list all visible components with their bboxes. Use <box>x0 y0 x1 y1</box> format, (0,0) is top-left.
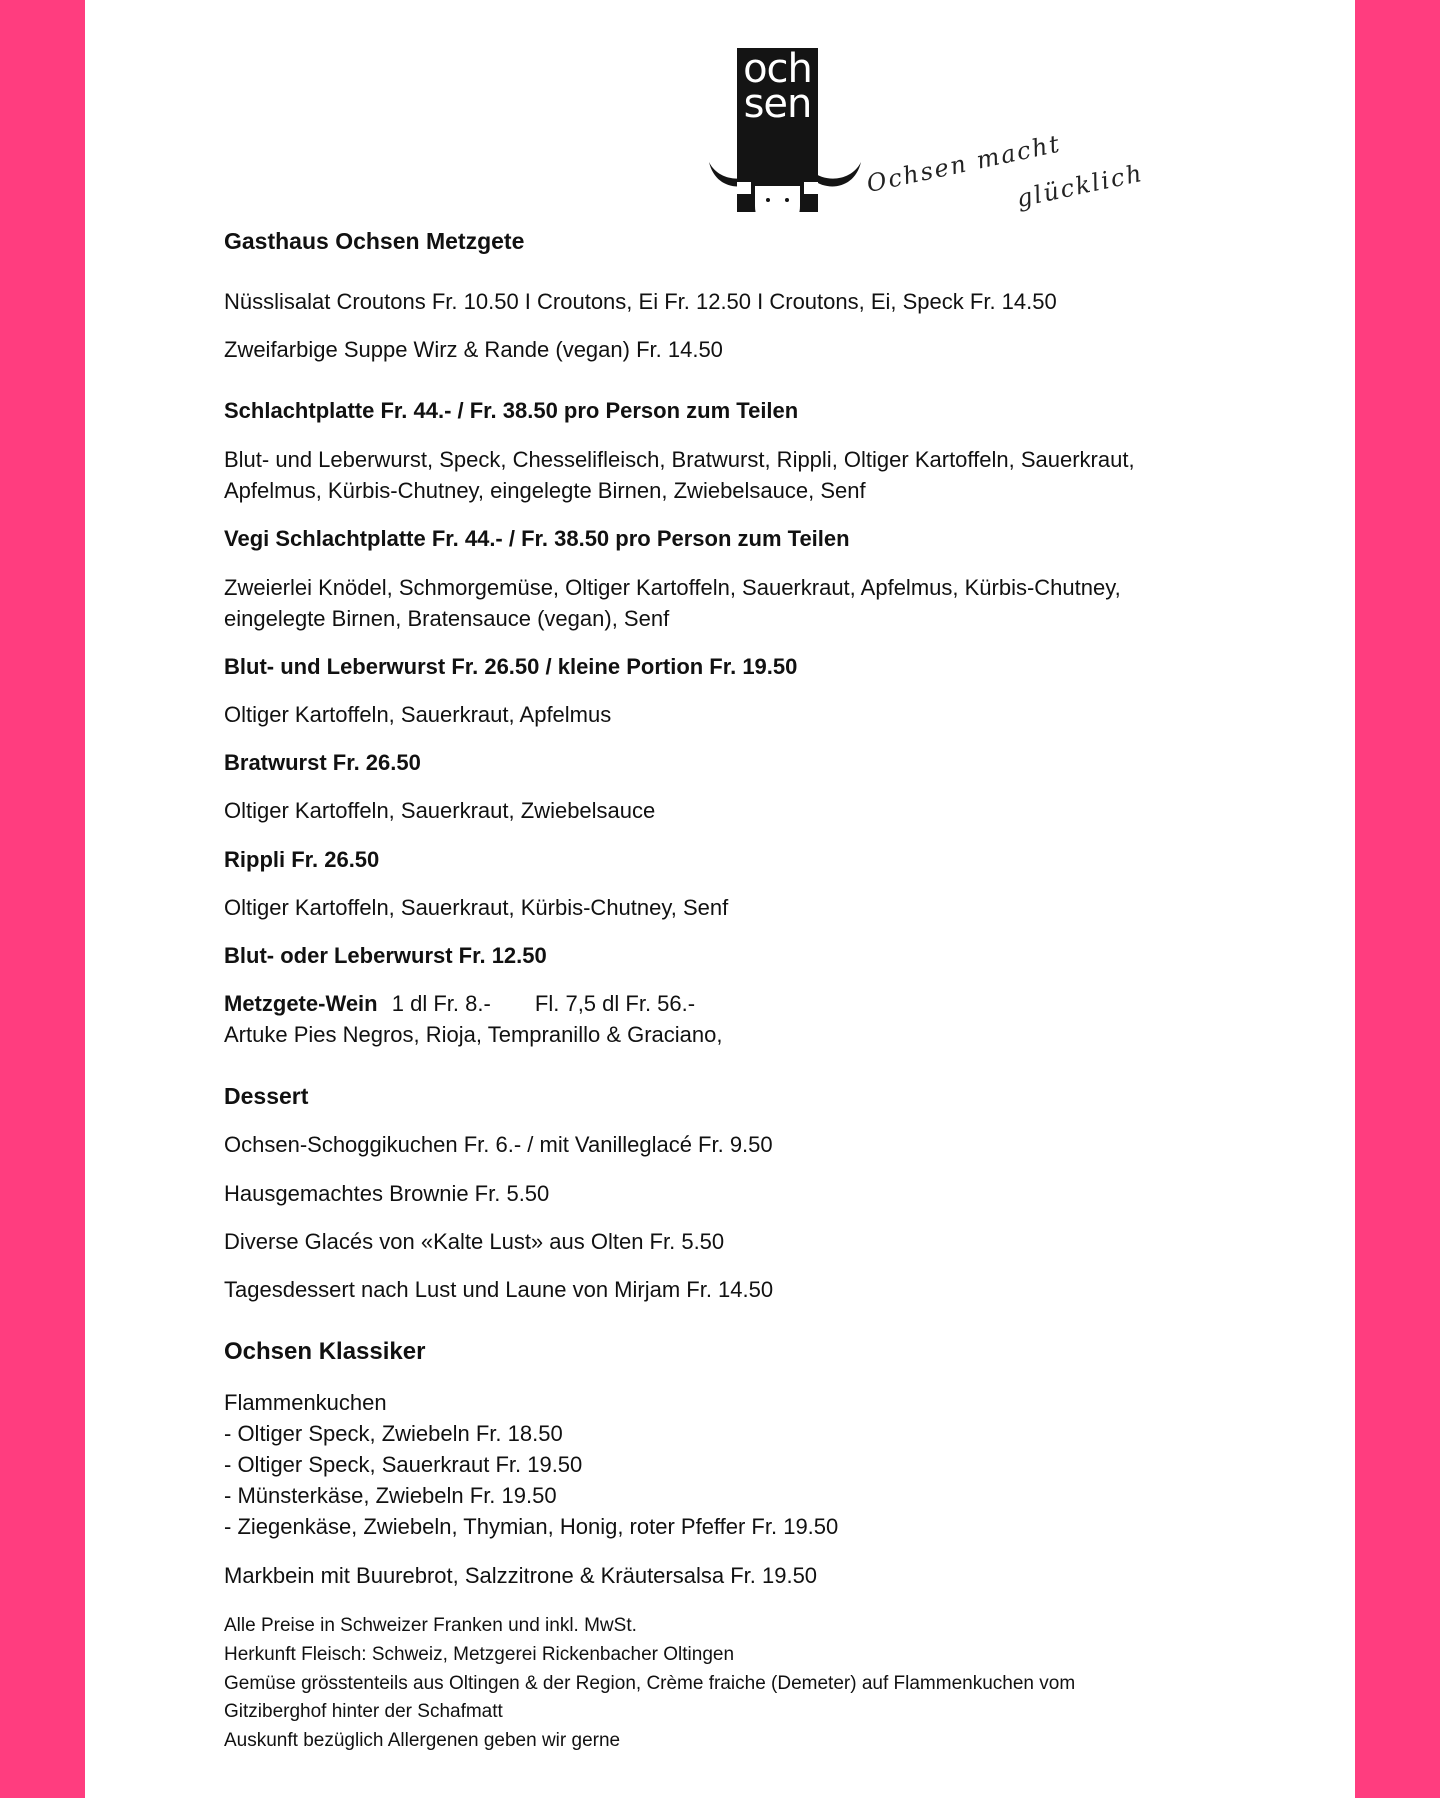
flammkuchen-title: Flammenkuchen <box>224 1390 387 1415</box>
dish-vegi-desc-1: Zweierlei Knödel, Schmorgemüse, Oltiger Kartoffeln, Sauerkraut, Apfelmus, Kürbis-Chutney, <box>224 575 1121 600</box>
flammkuchen-item: - Oltiger Speck, Zwiebeln Fr. 18.50 <box>224 1421 563 1446</box>
flammkuchen-item: - Münsterkäse, Zwiebeln Fr. 19.50 <box>224 1483 557 1508</box>
starter-soup: Zweifarbige Suppe Wirz & Rande (vegan) Fr. 14.50 <box>224 337 723 362</box>
flammkuchen-item: - Ziegenkäse, Zwiebeln, Thymian, Honig, roter Pfeffer Fr. 19.50 <box>224 1514 839 1539</box>
dish-wurst-desc: Oltiger Kartoffeln, Sauerkraut, Apfelmus <box>224 702 612 727</box>
logo-text <box>737 46 818 127</box>
footer-note: Auskunft bezüglich Allergenen geben wir gerne <box>224 1730 621 1751</box>
logo-line-sen: sen <box>743 81 812 127</box>
dessert-item: Hausgemachtes Brownie Fr. 5.50 <box>224 1181 550 1206</box>
footer-note: Gemüse grösstenteils aus Oltingen & der Region, Crème fraiche (Demeter) auf Flammenkuchen vom <box>224 1673 1076 1694</box>
tagline-part-2: glücklich <box>1014 158 1146 213</box>
markbein-item: Markbein mit Buurebrot, Salzzitrone & Kräutersalsa Fr. 19.50 <box>224 1563 818 1588</box>
ox-head-icon <box>705 120 865 230</box>
tagline-part-1: Ochsen macht <box>864 129 1064 198</box>
dish-schlachtplatte-desc-1: Blut- und Leberwurst, Speck, Chesselifleisch, Bratwurst, Rippli, Oltiger Kartoffeln, Sauerkraut, <box>224 447 1135 472</box>
dish-rippli-title: Rippli Fr. 26.50 <box>224 847 380 872</box>
dish-wurst-title: Blut- und Leberwurst Fr. 26.50 / kleine Portion Fr. 19.50 <box>224 654 798 679</box>
wine-bottle-price: Fl. 7,5 dl Fr. 56.- <box>534 991 696 1016</box>
wine-label: Metzgete-Wein <box>224 991 378 1016</box>
footer-note: Gitziberghof hinter der Schafmatt <box>224 1701 503 1722</box>
logo-line-och: och <box>743 46 812 92</box>
page-title: Gasthaus Ochsen Metzgete <box>224 228 525 254</box>
dish-schlachtplatte-desc-2: Apfelmus, Kürbis-Chutney, eingelegte Birnen, Zwiebelsauce, Senf <box>224 478 866 503</box>
dessert-heading: Dessert <box>224 1083 309 1109</box>
dessert-item: Diverse Glacés von «Kalte Lust» aus Olten Fr. 5.50 <box>224 1229 725 1254</box>
dish-rippli-desc: Oltiger Kartoffeln, Sauerkraut, Kürbis-Chutney, Senf <box>224 895 729 920</box>
wine-glass-price: 1 dl Fr. 8.- <box>391 991 491 1016</box>
dish-bratwurst-title: Bratwurst Fr. 26.50 <box>224 750 421 775</box>
wine-line <box>224 988 695 1019</box>
wine-desc: Artuke Pies Negros, Rioja, Tempranillo & Graciano, <box>224 1022 723 1047</box>
starter-salad: Nüsslisalat Croutons Fr. 10.50 I Croutons, Ei Fr. 12.50 I Croutons, Ei, Speck Fr. 14.50 <box>224 289 1057 314</box>
dish-schlachtplatte-title: Schlachtplatte Fr. 44.- / Fr. 38.50 pro Person zum Teilen <box>224 398 799 423</box>
dessert-item: Tagesdessert nach Lust und Laune von Mirjam Fr. 14.50 <box>224 1277 774 1302</box>
dish-vegi-desc-2: eingelegte Birnen, Bratensauce (vegan), Senf <box>224 606 670 631</box>
dish-blut-oder-leberwurst-title: Blut- oder Leberwurst Fr. 12.50 <box>224 943 547 968</box>
footer-note: Herkunft Fleisch: Schweiz, Metzgerei Rickenbacher Oltingen <box>224 1644 735 1665</box>
dish-bratwurst-desc: Oltiger Kartoffeln, Sauerkraut, Zwiebelsauce <box>224 798 656 823</box>
flammkuchen-item: - Oltiger Speck, Sauerkraut Fr. 19.50 <box>224 1452 583 1477</box>
klassiker-heading: Ochsen Klassiker <box>224 1338 426 1365</box>
footer-note: Alle Preise in Schweizer Franken und inkl. MwSt. <box>224 1615 637 1636</box>
dessert-item: Ochsen-Schoggikuchen Fr. 6.- / mit Vanilleglacé Fr. 9.50 <box>224 1132 773 1157</box>
ochsen-logo <box>705 46 865 226</box>
dish-vegi-title: Vegi Schlachtplatte Fr. 44.- / Fr. 38.50 pro Person zum Teilen <box>224 526 850 551</box>
